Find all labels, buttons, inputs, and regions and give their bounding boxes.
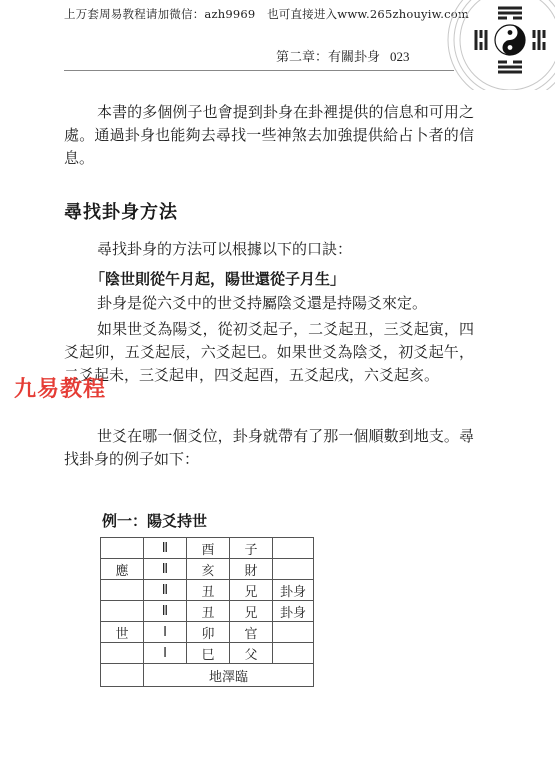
role-cell bbox=[101, 643, 144, 664]
line-cell: Ⅱ bbox=[144, 559, 187, 580]
branch-cell: 酉 bbox=[187, 538, 230, 559]
note-cell bbox=[273, 622, 314, 643]
header-rule bbox=[64, 70, 454, 71]
role-cell bbox=[101, 580, 144, 601]
role-cell bbox=[101, 538, 144, 559]
role-cell: 應 bbox=[101, 559, 144, 580]
role-cell bbox=[101, 601, 144, 622]
section-lead: 尋找卦身的方法可以根據以下的口訣： bbox=[97, 240, 353, 258]
page-number: 023 bbox=[390, 49, 410, 64]
paragraph-3: 世爻在哪一個爻位，卦身就帶有了那一個順數到地支。尋找卦身的例子如下： bbox=[64, 427, 474, 468]
branch-cell: 卯 bbox=[187, 622, 230, 643]
chapter-title: 第二章：有關卦身 bbox=[276, 50, 381, 65]
table-row bbox=[101, 538, 314, 559]
watermark-banner: 上万套周易教程请加微信：azh9969 也可直接进入www.265zhouyiw.com bbox=[64, 7, 470, 21]
branch-cell: 亥 bbox=[187, 559, 230, 580]
note-cell: 卦身 bbox=[273, 580, 314, 601]
line-cell: Ⅰ bbox=[144, 622, 187, 643]
relative-cell: 財 bbox=[230, 559, 273, 580]
paragraph-2: 如果世爻為陽爻，從初爻起子，二爻起丑，三爻起寅，四爻起卯，五爻起辰，六爻起巳。如果世爻為陰爻，初爻起午，二爻起未，三爻起申，四爻起酉，五爻起戌，六爻起亥。 bbox=[64, 320, 474, 384]
line-cell: Ⅱ bbox=[144, 538, 187, 559]
table-row bbox=[101, 559, 314, 580]
taiji-bagua-icon bbox=[440, 0, 555, 90]
hexagram-name: 地澤臨 bbox=[144, 664, 314, 687]
example-title: 例一：陽爻持世 bbox=[102, 512, 208, 530]
role-cell: 世 bbox=[101, 622, 144, 643]
table-row bbox=[101, 580, 314, 601]
relative-cell: 兄 bbox=[230, 601, 273, 622]
note-cell bbox=[273, 538, 314, 559]
branch-cell: 丑 bbox=[187, 601, 230, 622]
branch-cell: 巳 bbox=[187, 643, 230, 664]
empty-cell bbox=[101, 664, 144, 687]
section-title: 尋找卦身方法 bbox=[64, 202, 178, 223]
note-cell: 卦身 bbox=[273, 601, 314, 622]
relative-cell: 子 bbox=[230, 538, 273, 559]
red-watermark-logo: 九易教程 bbox=[14, 377, 107, 402]
running-header bbox=[276, 46, 410, 65]
note-cell bbox=[273, 559, 314, 580]
table-row bbox=[101, 643, 314, 664]
line-cell: Ⅰ bbox=[144, 643, 187, 664]
branch-cell: 丑 bbox=[187, 580, 230, 601]
line-cell: Ⅱ bbox=[144, 601, 187, 622]
line-cell: Ⅱ bbox=[144, 580, 187, 601]
table-row bbox=[101, 622, 314, 643]
relative-cell: 父 bbox=[230, 643, 273, 664]
relative-cell: 兄 bbox=[230, 580, 273, 601]
intro-paragraph: 本書的多個例子也會提到卦身在卦裡提供的信息和可用之處。通過卦身也能夠去尋找一些神煞去加強提供給占卜者的信息。 bbox=[64, 103, 474, 167]
hexagram-table bbox=[100, 537, 314, 687]
rhyme-quote: 「陰世則從午月起，陽世還從子月生」 bbox=[90, 270, 346, 288]
table-row bbox=[101, 664, 314, 687]
note-cell bbox=[273, 643, 314, 664]
relative-cell: 官 bbox=[230, 622, 273, 643]
paragraph-1: 卦身是從六爻中的世爻持屬陰爻還是持陽爻來定。 bbox=[97, 294, 428, 312]
table-row bbox=[101, 601, 314, 622]
